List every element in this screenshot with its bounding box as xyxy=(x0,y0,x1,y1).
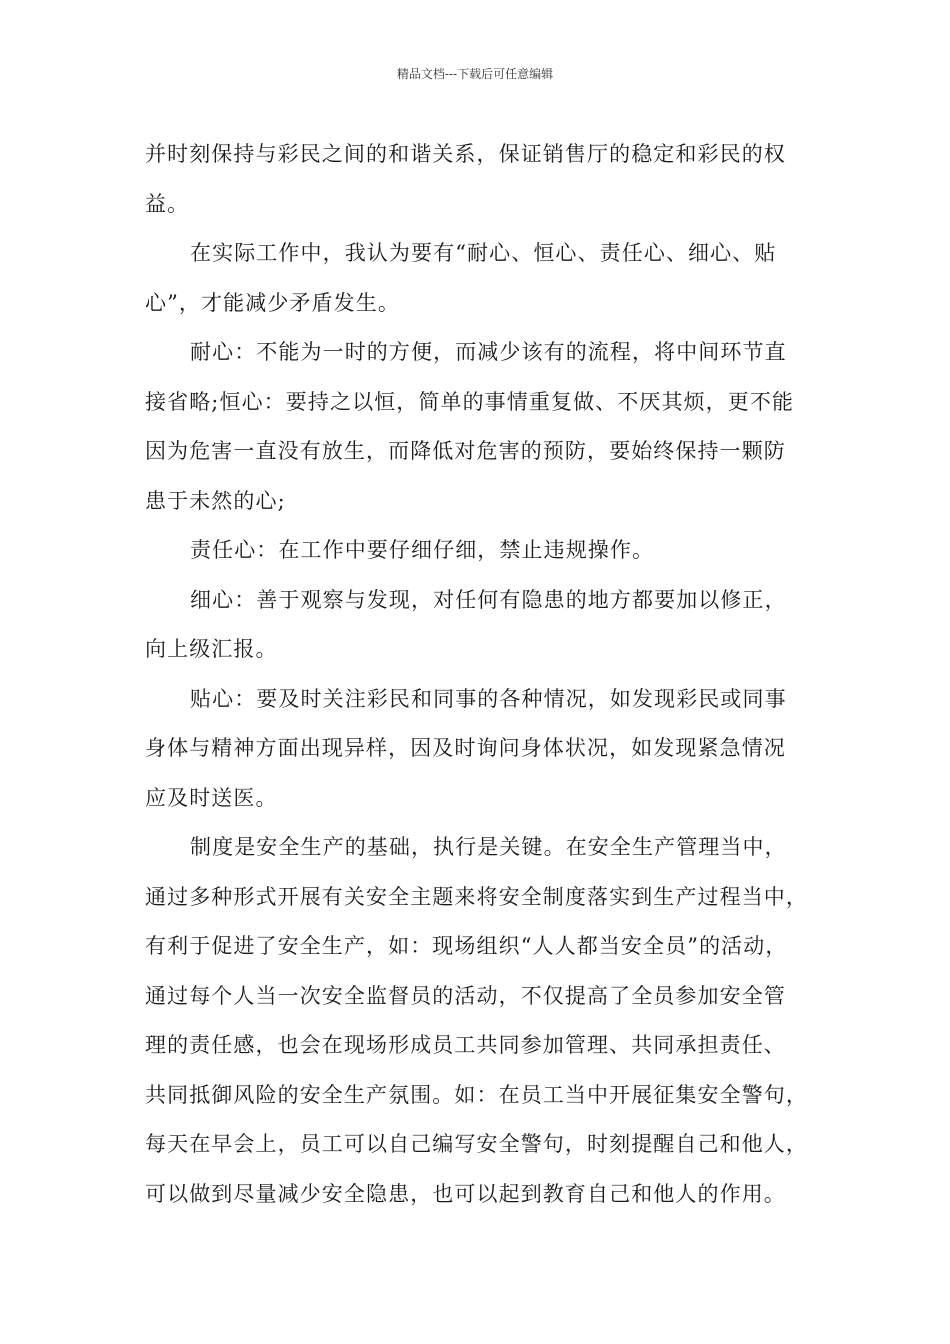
text-line: 耐心：不能为一时的方便，而减少该有的流程，将中间环节直 xyxy=(190,340,787,364)
text-line: 可以做到尽量减少安全隐患，也可以起到教育自己和他人的作用。 xyxy=(145,1181,786,1206)
text-line: 患于未然的心; xyxy=(145,488,286,513)
page-header: 精品文档---下载后可任意编辑 xyxy=(396,67,554,81)
text-line: 身体与精神方面出现异样，因及时询问身体状况，如发现紧急情况 xyxy=(145,736,786,760)
text-line: 共同抵御风险的安全生产氛围。如：在员工当中开展征集安全警句， xyxy=(145,1082,808,1107)
text-line: 有利于促进了安全生产，如：现场组织“人人都当安全员”的活动， xyxy=(145,934,788,958)
text-line: 通过每个人当一次安全监督员的活动，不仅提高了全员参加安全管 xyxy=(145,983,786,1008)
text-line: 在实际工作中，我认为要有“耐心、恒心、责任心、细心、贴 xyxy=(190,241,777,265)
text-line: 应及时送医。 xyxy=(145,785,278,810)
text-line: 因为危害一直没有放生，而降低对危害的预防，要始终保持一颗防 xyxy=(145,439,786,463)
text-line: 并时刻保持与彩民之间的和谐关系，保证销售厅的稳定和彩民的权 xyxy=(145,142,786,166)
text-line: 心”，才能减少矛盾发生。 xyxy=(145,290,400,315)
text-line: 通过多种形式开展有关安全主题来将安全制度落实到生产过程当中， xyxy=(145,884,808,909)
text-line: 益。 xyxy=(145,191,190,216)
text-line: 贴心：要及时关注彩民和同事的各种情况，如发现彩民或同事 xyxy=(190,686,787,711)
text-line: 向上级汇报。 xyxy=(145,637,278,661)
text-line: 制度是安全生产的基础，执行是关键。在安全生产管理当中， xyxy=(190,835,787,859)
text-line: 责任心：在工作中要仔细仔细，禁止违规操作。 xyxy=(190,538,655,562)
text-line: 细心：善于观察与发现，对任何有隐患的地方都要加以修正， xyxy=(190,587,787,612)
text-line: 理的责任感，也会在现场形成员工共同参加管理、共同承担责任、 xyxy=(145,1033,786,1057)
document-body xyxy=(145,130,835,1219)
text-line: 每天在早会上，员工可以自己编写安全警句，时刻提醒自己和他人， xyxy=(145,1132,808,1156)
text-line: 接省略;恒心：要持之以恒，简单的事情重复做、不厌其烦，更不能 xyxy=(145,389,795,414)
